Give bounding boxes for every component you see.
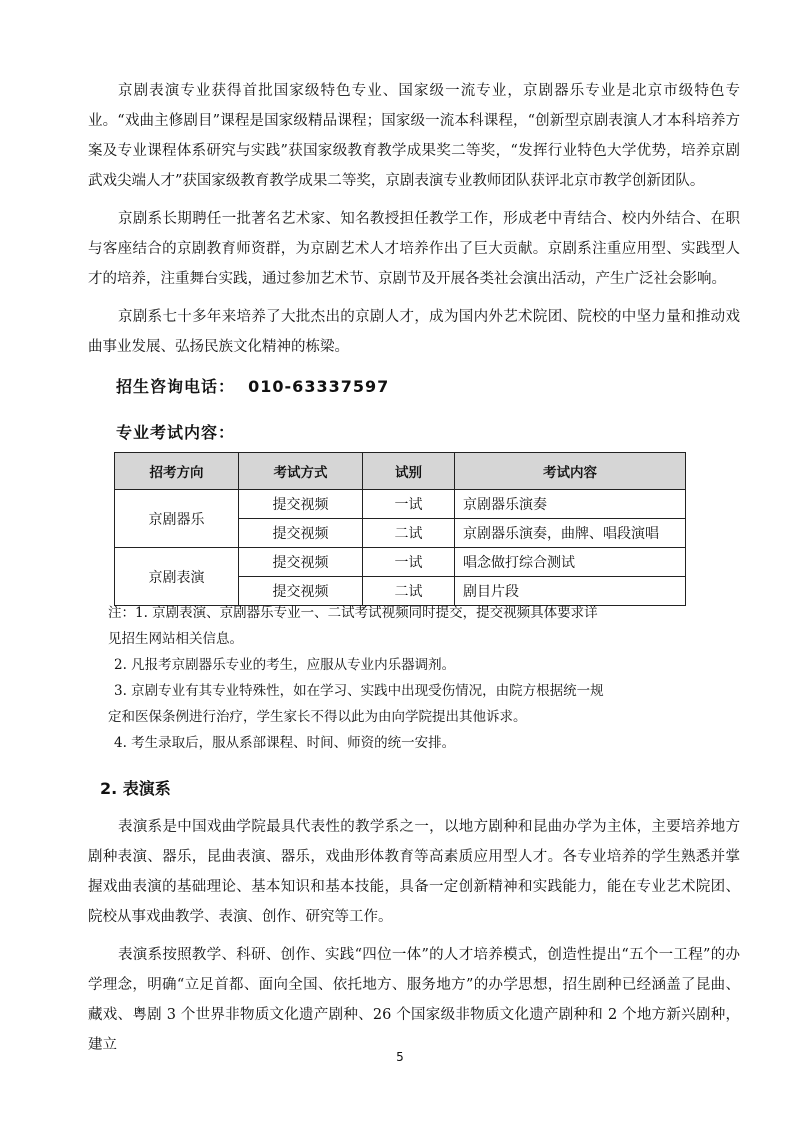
direction-cell: 京剧器乐 <box>115 490 239 548</box>
round-cell: 一试 <box>363 490 455 519</box>
page-number: 5 <box>396 1050 404 1064</box>
table-row <box>115 490 686 519</box>
exam-notes <box>108 600 718 756</box>
table-row <box>115 548 686 577</box>
header-method: 考试方式 <box>239 453 363 490</box>
paragraph-jingju-faculty: 京剧系长期聘任一批著名艺术家、知名教授担任教学工作，形成老中青结合、校内外结合、在职与客座结合的京剧教育师资群，为京剧艺术人才培养作出了巨大贡献。京剧系注重应用型、实践型人才的培养，注重舞台实践，通过参加艺术节、京剧节及开展各类社会演出活动，产生广泛社会影响。 <box>88 211 740 287</box>
header-direction: 招考方向 <box>115 453 239 490</box>
content-cell: 京剧器乐演奏，曲牌、唱段演唱 <box>455 519 686 548</box>
note-line: 注：1. 京剧表演、京剧器乐专业一、二试考试视频同时提交，提交视频具体要求详 <box>108 605 598 621</box>
method-cell: 提交视频 <box>239 577 363 606</box>
note-line: 4. 考生录取后，服从系部课程、时间、师资的统一安排。 <box>114 735 456 751</box>
round-cell: 一试 <box>363 548 455 577</box>
content-cell: 剧目片段 <box>455 577 686 606</box>
content-cell: 唱念做打综合测试 <box>455 548 686 577</box>
section-title-performance-dept: 2. 表演系 <box>100 779 171 798</box>
header-content: 考试内容 <box>455 453 686 490</box>
paragraph-performance-model: 表演系按照教学、科研、创作、实践“四位一体”的人才培养模式，创造性提出“五个一工程”的办学理念，明确“立足首都、面向全国、依托地方、服务地方”的办学思想，招生剧种已经涵盖了昆曲、藏戏、粤剧 3 个世界非物质文化遗产剧种、26 个国家级非物质文化遗产剧种和 2 个地方新兴剧种，建立 <box>88 947 740 1053</box>
exam-table-header-row <box>115 453 686 490</box>
paragraph-jingju-honors: 京剧表演专业获得首批国家级特色专业、国家级一流专业，京剧器乐专业是北京市级特色专业。“戏曲主修剧目”课程是国家级精品课程；国家级一流本科课程，“创新型京剧表演人才本科培养方案及专业课程体系研究与实践”获国家级教育教学成果奖二等奖，“发挥行业特色大学优势，培养京剧武戏尖端人才”获国家级教育教学成果二等奖，京剧表演专业教师团队获评北京市教学创新团队。 <box>88 83 740 189</box>
method-cell: 提交视频 <box>239 548 363 577</box>
note-line: 见招生网站相关信息。 <box>108 631 243 647</box>
round-cell: 二试 <box>363 577 455 606</box>
note-line: 3. 京剧专业有其专业特殊性，如在学习、实践中出现受伤情况，由院方根据统一规 <box>114 683 604 699</box>
header-round: 试别 <box>363 453 455 490</box>
direction-cell: 京剧表演 <box>115 548 239 606</box>
method-cell: 提交视频 <box>239 490 363 519</box>
paragraph-jingju-alumni: 京剧系七十多年来培养了大批杰出的京剧人才，成为国内外艺术院团、院校的中坚力量和推动戏曲事业发展、弘扬民族文化精神的栋梁。 <box>88 309 740 355</box>
note-line: 定和医保条例进行治疗，学生家长不得以此为由向学院提出其他诉求。 <box>108 709 527 725</box>
consult-phone-line: 招生咨询电话： 010-63337597 <box>116 377 390 396</box>
paragraph-performance-intro: 表演系是中国戏曲学院最具代表性的教学系之一，以地方剧种和昆曲办学为主体，主要培养地方剧种表演、器乐，昆曲表演、器乐，戏曲形体教育等高素质应用型人才。各专业培养的学生熟悉并掌握戏曲表演的基础理论、基本知识和基本技能，具备一定创新精神和实践能力，能在专业艺术院团、院校从事戏曲教学、表演、创作、研究等工作。 <box>88 819 740 925</box>
exam-content-title: 专业考试内容： <box>116 423 236 442</box>
content-cell: 京剧器乐演奏 <box>455 490 686 519</box>
round-cell: 二试 <box>363 519 455 548</box>
method-cell: 提交视频 <box>239 519 363 548</box>
note-line: 2. 凡报考京剧器乐专业的考生，应服从专业内乐器调剂。 <box>114 657 456 673</box>
exam-table <box>114 452 686 606</box>
